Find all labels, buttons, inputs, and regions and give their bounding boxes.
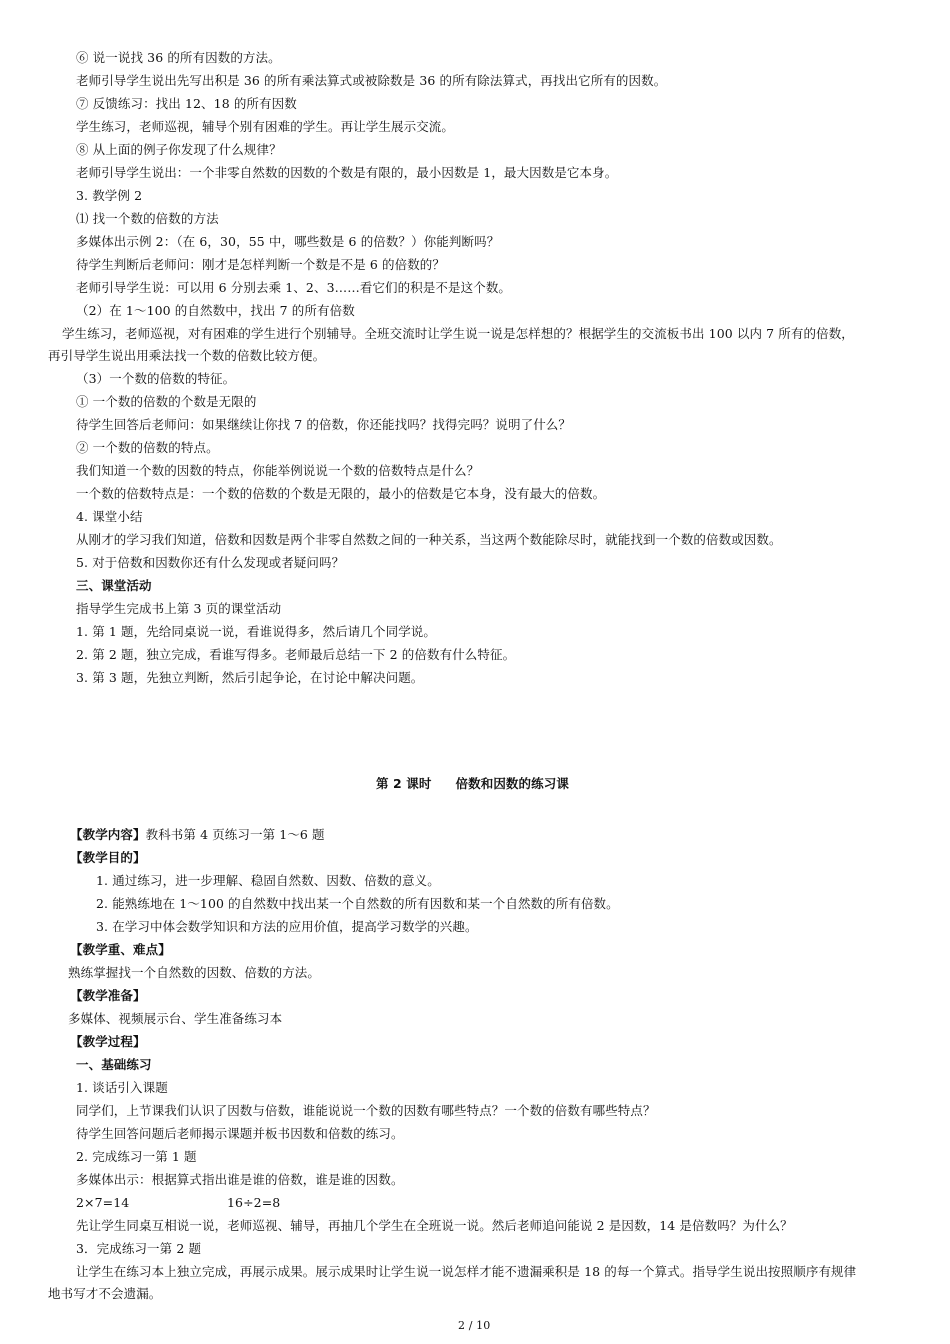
- text-line: 学生练习，老师巡视，辅导个别有困难的学生。再让学生展示交流。: [76, 119, 455, 134]
- text-line: 同学们，上节课我们认识了因数与倍数，谁能说说一个数的因数有哪些特点？一个数的倍数有哪些特点？: [76, 1103, 656, 1118]
- lesson-number: 第 2 课时: [376, 776, 432, 791]
- text-line: 先让学生同桌互相说一说，老师巡视、辅导，再抽几个学生在全班说一说。然后老师追问能说 2 是因数，14 是倍数吗？为什么？: [76, 1218, 793, 1233]
- text-line: 3．完成练习一第 2 题: [76, 1241, 202, 1256]
- text-line: 让学生在练习本上独立完成，再展示成果。展示成果时让学生说一说怎样才能不遗漏乘积是 18 的每一个算式。指导学生说出按照顺序有规律: [76, 1264, 857, 1279]
- text-line: 从刚才的学习我们知道，倍数和因数是两个非零自然数之间的一种关系，当这两个数能除尽时，就能找到一个数的倍数或因数。: [76, 532, 782, 547]
- text-line: 老师引导学生说：可以用 6 分别去乘 1、2、3……看它们的积是不是这个数。: [76, 280, 512, 295]
- text-line: ⑥ 说一说找 36 的所有因数的方法。: [76, 50, 281, 65]
- page-number: 2 / 10: [458, 1319, 491, 1332]
- text-line: （3）一个数的倍数的特征。: [76, 371, 236, 386]
- section-heading: 三、课堂活动: [76, 578, 152, 593]
- text-line: 1. 谈话引入课题: [76, 1080, 168, 1095]
- goal-label: 【教学目的】: [70, 850, 146, 865]
- text-line: 我们知道一个数的因数的特点，你能举例说说一个数的倍数特点是什么？: [76, 463, 480, 478]
- text-line: 一个数的倍数特点是：一个数的倍数的个数是无限的，最小的倍数是它本身，没有最大的倍数。: [76, 486, 606, 501]
- lesson-title: [376, 776, 569, 792]
- text-line: 1. 第 1 题，先给同桌说一说，看谁说得多，然后请几个同学说。: [76, 624, 437, 639]
- prep-text: 多媒体、视频展示台、学生准备练习本: [68, 1011, 283, 1026]
- text-line: 2. 完成练习一第 1 题: [76, 1149, 197, 1164]
- prep-label: 【教学准备】: [70, 988, 146, 1003]
- text-line: 4. 课堂小结: [76, 509, 143, 524]
- text-line: 指导学生完成书上第 3 页的课堂活动: [76, 601, 282, 616]
- section-heading: 一、基础练习: [76, 1057, 152, 1072]
- goal-item: 2. 能熟练地在 1～100 的自然数中找出某一个自然数的所有因数和某一个自然数的所有倍数。: [96, 896, 619, 911]
- key-label: 【教学重、难点】: [70, 942, 171, 957]
- text-line: 地书写才不会遗漏。: [48, 1286, 162, 1301]
- goal-item: 1. 通过练习，进一步理解、稳固自然数、因数、倍数的意义。: [96, 873, 440, 888]
- equation: 2×7=14: [76, 1195, 130, 1210]
- process-label: 【教学过程】: [70, 1034, 146, 1049]
- equation: 16÷2=8: [227, 1195, 281, 1210]
- text-line: 5. 对于倍数和因数你还有什么发现或者疑问吗？: [76, 555, 345, 570]
- goal-item: 3. 在学习中体会数学知识和方法的应用价值，提高学习数学的兴趣。: [96, 919, 478, 934]
- text-line: 老师引导学生说出先写出积是 36 的所有乘法算式或被除数是 36 的所有除法算式，再找出它所有的因数。: [76, 73, 667, 88]
- text-line: 3. 教学例 2: [76, 188, 143, 203]
- text-line: 老师引导学生说出：一个非零自然数的因数的个数是有限的，最小因数是 1，最大因数是它本身。: [76, 165, 618, 180]
- text-line: 待学生判断后老师问：刚才是怎样判断一个数是不是 6 的倍数的？: [76, 257, 446, 272]
- text-line: 待学生回答后老师问：如果继续让你找 7 的倍数，你还能找吗？找得完吗？说明了什么？: [76, 417, 572, 432]
- content-text: 教科书第 4 页练习一第 1～6 题: [145, 827, 325, 842]
- text-line: ⑴ 找一个数的倍数的方法: [76, 211, 219, 226]
- text-line: 多媒体出示例 2：（在 6，30，55 中，哪些数是 6 的倍数？）你能判断吗？: [76, 234, 500, 249]
- text-line: 学生练习，老师巡视，对有困难的学生进行个别辅导。全班交流时让学生说一说是怎样想的？根据学生的交流板书出 100 以内 7 所有的倍数，: [62, 326, 854, 341]
- text-line: 待学生回答问题后老师揭示课题并板书因数和倍数的练习。: [76, 1126, 404, 1141]
- text-line: ② 一个数的倍数的特点。: [76, 440, 219, 455]
- text-line: 多媒体出示：根据算式指出谁是谁的倍数，谁是谁的因数。: [76, 1172, 404, 1187]
- text-line: ① 一个数的倍数的个数是无限的: [76, 394, 257, 409]
- content-line: [70, 827, 325, 843]
- content-label: 【教学内容】: [70, 827, 146, 842]
- text-line: ⑧ 从上面的例子你发现了什么规律？: [76, 142, 282, 157]
- text-line: 再引导学生说出用乘法找一个数的倍数比较方便。: [48, 348, 326, 363]
- text-line: （2）在 1～100 的自然数中，找出 7 的所有倍数: [76, 303, 355, 318]
- text-line: 2. 第 2 题，独立完成，看谁写得多。老师最后总结一下 2 的倍数有什么特征。: [76, 647, 516, 662]
- key-text: 熟练掌握找一个自然数的因数、倍数的方法。: [68, 965, 321, 980]
- text-line: 3. 第 3 题，先独立判断，然后引起争论，在讨论中解决问题。: [76, 670, 424, 685]
- text-line: ⑦ 反馈练习：找出 12、18 的所有因数: [76, 96, 297, 111]
- lesson-name: 倍数和因数的练习课: [455, 776, 569, 791]
